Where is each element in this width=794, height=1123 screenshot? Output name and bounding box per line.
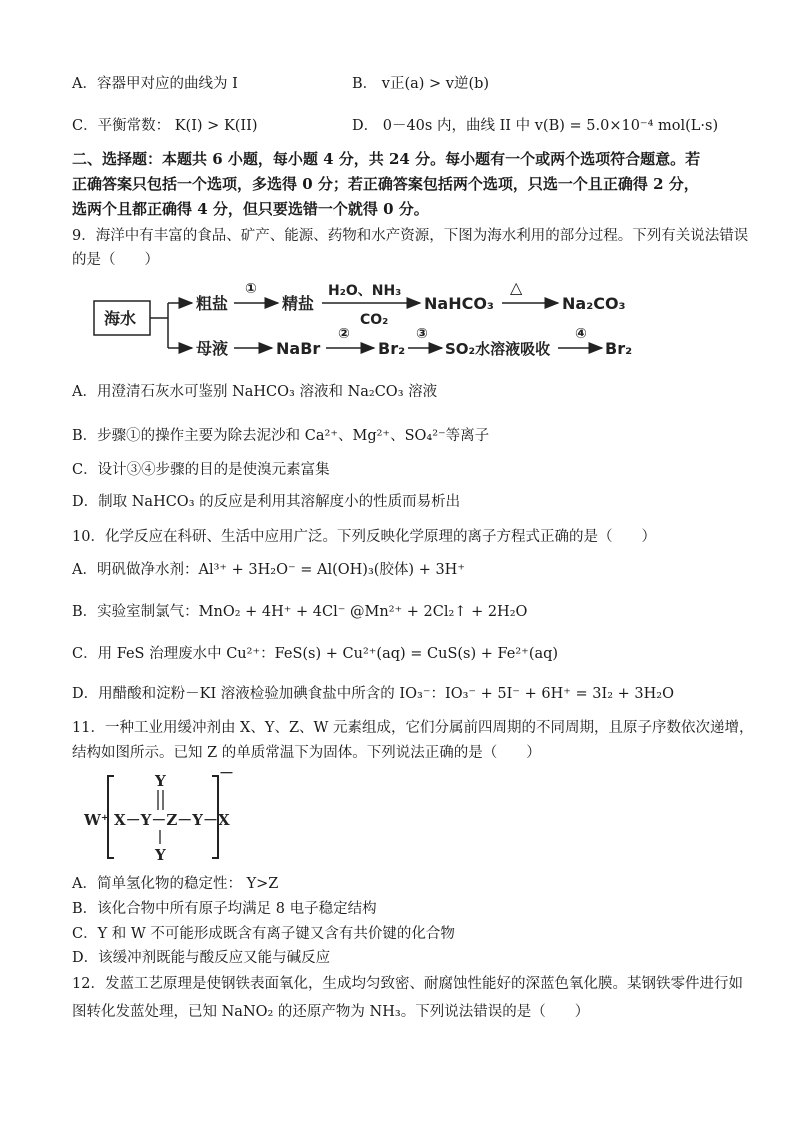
bottom-atom-label: Y [155, 846, 166, 864]
top-atom-label: Y [155, 772, 166, 790]
q8-option-c: C．平衡常数： K(I) > K(II) [72, 118, 258, 134]
step4-marker: ④ [575, 326, 587, 342]
q9-stem-line1: 9．海洋中有丰富的食品、矿产、能源、药物和水产资源，下图为海水利用的部分过程。下列有关说法错误 [72, 228, 749, 244]
na2co3-label: Na₂CO₃ [562, 294, 626, 313]
anion-charge: － [219, 764, 235, 782]
mother-liquor-label: 母液 [196, 339, 229, 358]
step1-marker: ① [245, 281, 257, 297]
q11-option-c: C．Y 和 W 不可能形成既含有离子键又含有共价键的化合物 [72, 926, 455, 942]
buffer-structure-diagram [80, 764, 235, 865]
step2-marker: ② [338, 326, 350, 342]
refined-salt-label: 精盐 [282, 294, 315, 313]
reagents-top: H₂O、NH₃ [328, 283, 402, 299]
q12-stem-line2: 图转化发蓝处理，已知 NaNO₂ 的还原产物为 NH₃。下列说法错误的是（ ） [72, 1004, 590, 1020]
q11-option-b: B．该化合物中所有原子均满足 8 电子稳定结构 [72, 901, 377, 917]
q8-option-a: A．容器甲对应的曲线为 I [72, 76, 238, 92]
chain-label: X－Y－Z－Y－X [114, 811, 230, 829]
q11-option-a: A．简单氢化物的稳定性： Y>Z [72, 876, 279, 892]
so2-absorb-label: SO₂水溶液吸收 [445, 340, 551, 358]
q12-stem-line1: 12．发蓝工艺原理是使钢铁表面氧化，生成均匀致密、耐腐蚀性能好的深蓝色氧化膜。某钢铁零件进行如 [72, 976, 743, 992]
nahco3-label: NaHCO₃ [424, 294, 494, 313]
q10-stem: 10．化学反应在科研、生活中应用广泛。下列反映化学原理的离子方程式正确的是（ ） [72, 529, 656, 545]
seawater-process-diagram [90, 275, 650, 365]
seawater-label: 海水 [104, 309, 137, 328]
q10-option-b: B．实验室制氯气：MnO₂ + 4H⁺ + 4Cl⁻ @Mn²⁺ + 2Cl₂↑ + 2H₂O [72, 604, 528, 620]
q11-option-d: D．该缓冲剂既能与酸反应又能与碱反应 [72, 950, 331, 966]
q9-option-a: A．用澄清石灰水可鉴别 NaHCO₃ 溶液和 Na₂CO₃ 溶液 [72, 384, 438, 400]
q9-option-c: C．设计③④步骤的目的是使溴元素富集 [72, 462, 330, 478]
q10-option-d: D．用醋酸和淀粉－KI 溶液检验加碘食盐中所含的 IO₃⁻：IO₃⁻ + 5I⁻ + 6H⁺ = 3I₂ + 3H₂O [72, 686, 675, 702]
section2-line1: 二、选择题：本题共 6 小题，每小题 4 分，共 24 分。每小题有一个或两个选项符合题意。若 [72, 150, 701, 168]
q9-option-b: B．步骤①的操作主要为除去泥沙和 Ca²⁺、Mg²⁺、SO₄²⁻等离子 [72, 428, 490, 444]
q10-option-a: A．明矾做净水剂：Al³⁺ + 3H₂O⁻ = Al(OH)₃(胶体) + 3H⁺ [72, 562, 465, 578]
q8-option-d: D． 0－40s 内，曲线 II 中 v(B) = 5.0×10⁻⁴ mol(L·s) [352, 118, 719, 134]
q10-option-c: C．用 FeS 治理废水中 Cu²⁺：FeS(s) + Cu²⁺(aq) = CuS(s) + Fe²⁺(aq) [72, 646, 559, 662]
q8-option-b: B． v正(a) > v逆(b) [352, 76, 490, 92]
heat-symbol: △ [510, 278, 523, 297]
section2-line3: 选两个且都正确得 4 分，但只要选错一个就得 0 分。 [72, 200, 429, 218]
q11-stem-line1: 11．一种工业用缓冲剂由 X、Y、Z、W 元素组成，它们分属前四周期的不同周期，且原子序数依次递增， [72, 720, 754, 736]
q11-stem-line2: 结构如图所示。已知 Z 的单质常温下为固体。下列说法正确的是（ ） [72, 745, 541, 761]
q9-option-d: D．制取 NaHCO₃ 的反应是利用其溶解度小的性质而易析出 [72, 494, 461, 510]
br2-label-b: Br₂ [605, 339, 633, 358]
crude-salt-label: 粗盐 [196, 294, 229, 313]
q9-stem-line2: 的是（ ） [72, 252, 159, 268]
cation-label: W⁺ [84, 811, 109, 829]
br2-label-a: Br₂ [378, 339, 406, 358]
nabr-label: NaBr [276, 339, 321, 358]
section2-line2: 正确答案只包括一个选项，多选得 0 分；若正确答案包括两个选项，只选一个且正确得 2 分， [72, 175, 699, 193]
step3-marker: ③ [416, 326, 428, 342]
reagents-bottom: CO₂ [360, 312, 389, 328]
